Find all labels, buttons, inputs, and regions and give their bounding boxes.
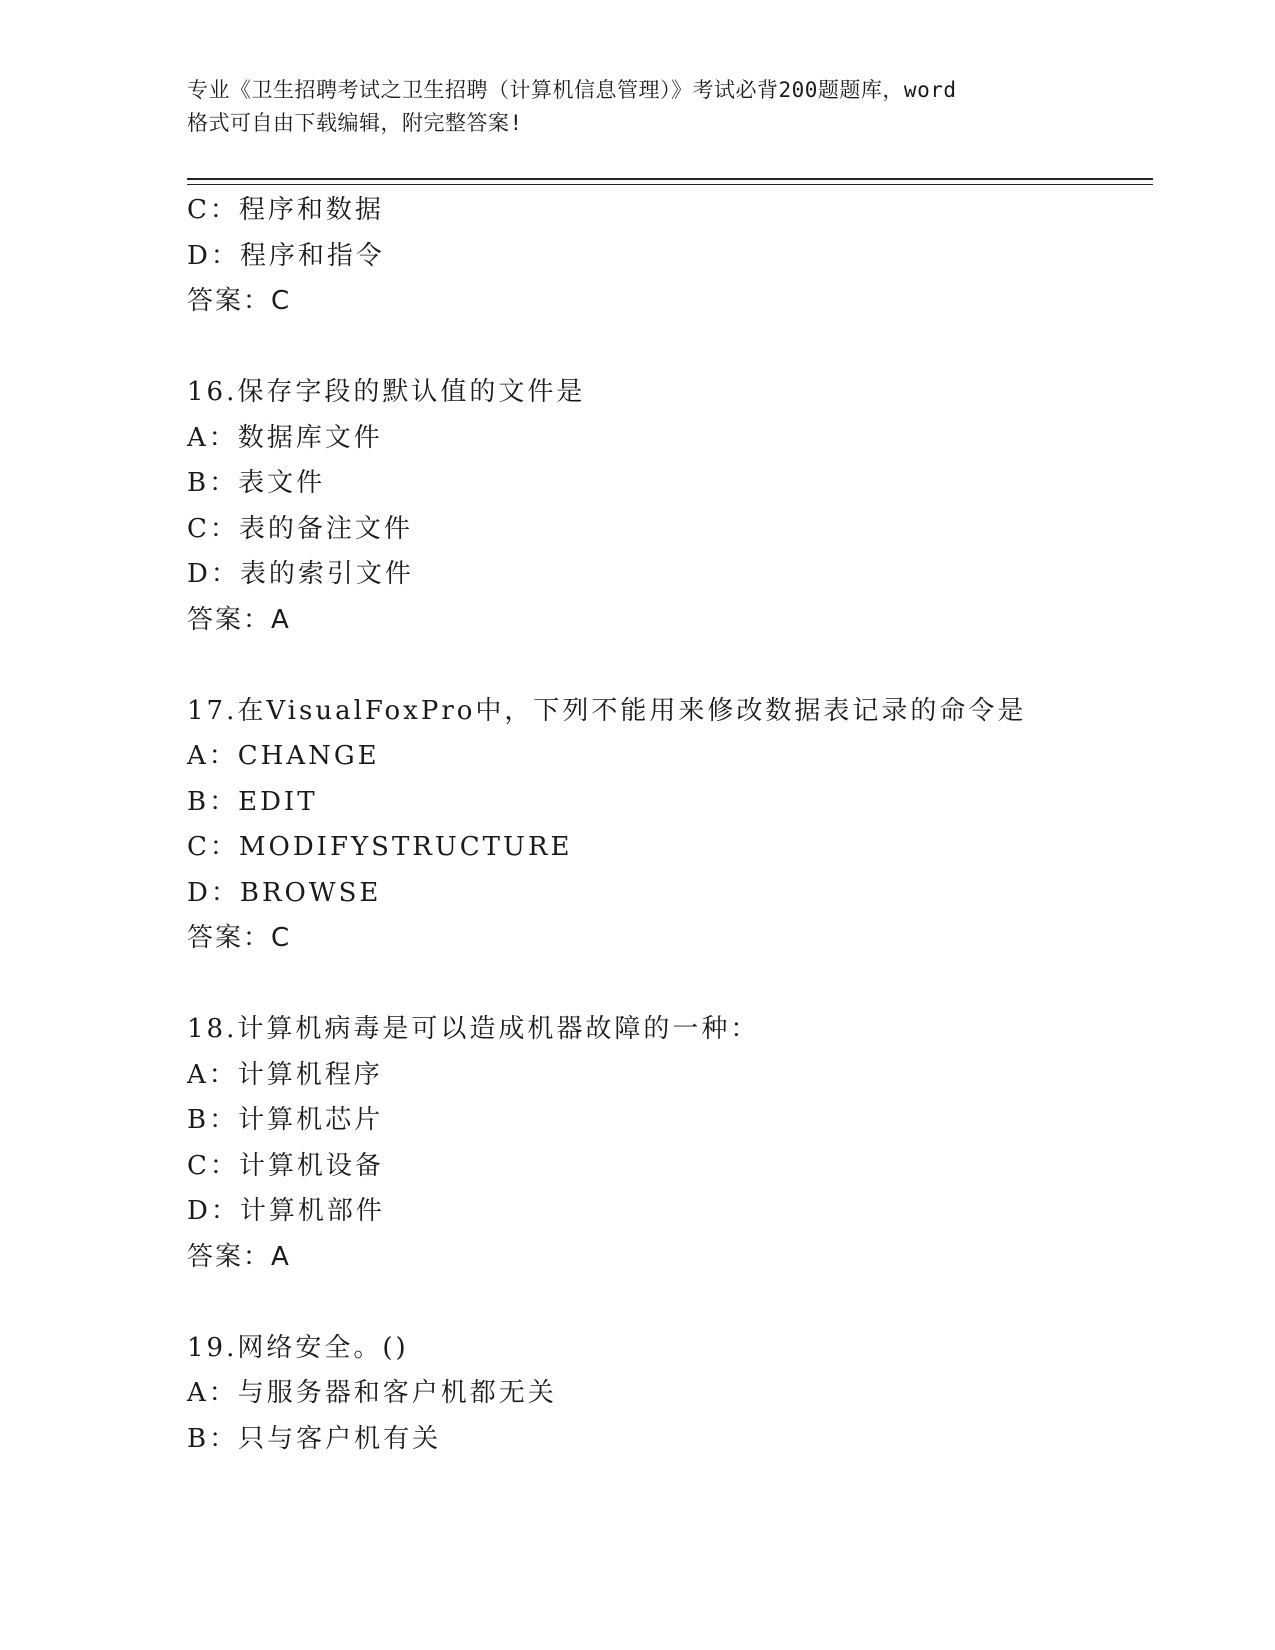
- question-gap: [187, 643, 1147, 689]
- answer: 答案：C: [187, 286, 292, 316]
- question-18: [187, 1007, 1147, 1280]
- header-divider-thin: [187, 184, 1153, 185]
- question-16: [187, 370, 1147, 643]
- option-a: A：与服务器和客户机都无关: [187, 1378, 557, 1408]
- option-d: D：表的索引文件: [187, 559, 414, 589]
- option-c: C：MODIFYSTRUCTURE: [187, 832, 573, 862]
- option-b: B：只与客户机有关: [187, 1423, 442, 1454]
- header-title-line-2: 格式可自由下载编辑，附完整答案!: [187, 111, 523, 135]
- question-stem: 19.网络安全。(): [187, 1332, 409, 1363]
- option-d: D：程序和指令: [187, 240, 385, 271]
- question-list: [187, 188, 1147, 1462]
- question-stem: 16.保存字段的默认值的文件是: [187, 377, 586, 407]
- option-a: A：CHANGE: [187, 741, 380, 771]
- document-header: [187, 74, 1087, 140]
- question-fragment: [187, 188, 1147, 325]
- option-d: D：计算机部件: [187, 1196, 385, 1226]
- option-b: B：表文件: [187, 468, 326, 498]
- option-d: D：BROWSE: [187, 877, 382, 908]
- option-a: A：数据库文件: [187, 422, 383, 453]
- header-title-line-1: 专业《卫生招聘考试之卫生招聘（计算机信息管理）》考试必背200题题库，word: [187, 78, 957, 102]
- option-c: C：程序和数据: [187, 195, 384, 225]
- option-b: B：计算机芯片: [187, 1105, 384, 1135]
- answer: 答案：A: [187, 1241, 291, 1272]
- option-c: C：计算机设备: [187, 1150, 384, 1181]
- question-stem: 17.在VisualFoxPro中，下列不能用来修改数据表记录的命令是: [187, 695, 1027, 726]
- question-stem: 18.计算机病毒是可以造成机器故障的一种：: [187, 1014, 760, 1044]
- option-b: B：EDIT: [187, 786, 318, 817]
- option-c: C：表的备注文件: [187, 513, 413, 544]
- answer: 答案：A: [187, 604, 291, 635]
- answer: 答案：C: [187, 923, 292, 953]
- question-17: [187, 689, 1147, 962]
- question-gap: [187, 962, 1147, 1008]
- header-divider-thick: [187, 178, 1153, 180]
- option-a: A：计算机程序: [187, 1059, 383, 1090]
- question-19: [187, 1326, 1147, 1463]
- question-gap: [187, 1280, 1147, 1326]
- question-gap: [187, 325, 1147, 371]
